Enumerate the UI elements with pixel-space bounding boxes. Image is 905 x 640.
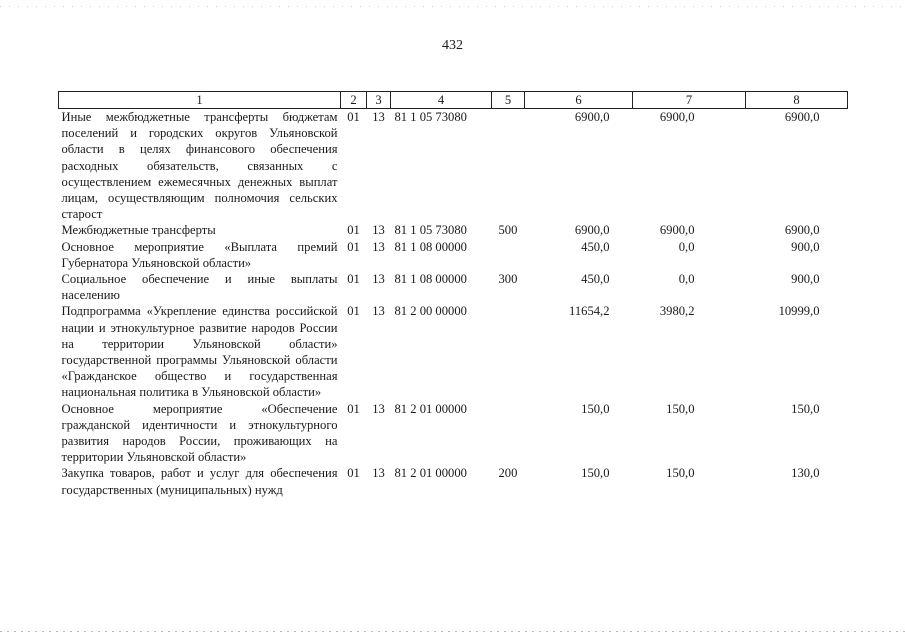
cell-target-article: 81 2 01 00000 (394, 466, 467, 481)
table-row (59, 401, 848, 466)
table-row (59, 239, 848, 271)
cell-subsection: 13 (372, 239, 385, 254)
cell-amount-7: 6900,0 (659, 110, 695, 124)
scan-edge-bottom (0, 631, 905, 632)
cell-amount-6: 150,0 (581, 401, 610, 416)
row-name: Основное мероприятие «Обеспечение гражданской идентичности и этнокультурного развития народов России, проживающих на территории Ульяновской области» (61, 401, 338, 465)
row-name: Иные межбюджетные трансферты бюджетам поселений и городских округов Ульяновской области в целях финансового обеспечения расходных обязательств, связанных с осуществлением ежемесячных денежных выплат лицам, осуществляющим полномочия сельских старост (61, 110, 338, 222)
cell-amount-7: 150,0 (666, 401, 695, 416)
cell-amount-7: 0,0 (678, 272, 695, 287)
cell-subsection: 13 (372, 401, 385, 416)
cell-section: 01 (347, 466, 360, 481)
cell-section: 01 (347, 239, 360, 254)
header-col-5: 5 (492, 92, 525, 109)
cell-amount-6: 6900,0 (574, 110, 610, 124)
cell-subsection: 13 (372, 110, 385, 124)
cell-target-article: 81 1 08 00000 (394, 239, 467, 254)
cell-target-article: 81 2 01 00000 (394, 401, 467, 416)
scan-edge-top (0, 6, 905, 7)
cell-amount-6: 6900,0 (574, 223, 610, 238)
table-row (59, 109, 848, 223)
cell-target-article: 81 2 00 00000 (394, 304, 467, 319)
cell-amount-8: 130,0 (791, 466, 820, 481)
cell-amount-6: 450,0 (581, 272, 610, 287)
cell-section: 01 (347, 223, 360, 238)
header-col-8: 8 (746, 92, 848, 109)
cell-expense-type (492, 239, 525, 271)
cell-amount-8: 900,0 (791, 239, 820, 254)
cell-subsection: 13 (372, 304, 385, 319)
cell-amount-8: 6900,0 (784, 110, 820, 124)
cell-amount-8: 6900,0 (784, 223, 820, 238)
cell-amount-8: 10999,0 (778, 304, 820, 319)
cell-section: 01 (347, 110, 360, 124)
table-row (59, 465, 848, 497)
table-row (59, 271, 848, 303)
budget-table (58, 91, 848, 498)
cell-amount-7: 6900,0 (659, 223, 695, 238)
cell-target-article: 81 1 05 73080 (394, 223, 467, 238)
cell-amount-7: 3980,2 (659, 304, 695, 319)
cell-amount-6: 11654,2 (569, 304, 610, 319)
cell-expense-type: 300 (498, 272, 518, 287)
row-name: Социальное обеспечение и иные выплаты населению (61, 272, 338, 303)
cell-expense-type: 500 (498, 223, 518, 238)
cell-amount-6: 450,0 (581, 239, 610, 254)
cell-amount-6: 150,0 (581, 466, 610, 481)
header-row (59, 92, 848, 109)
cell-expense-type: 200 (498, 466, 518, 481)
row-name: Основное мероприятие «Выплата премий Губернатора Ульяновской области» (61, 239, 338, 270)
header-col-2: 2 (341, 92, 367, 109)
row-name: Закупка товаров, работ и услуг для обеспечения государственных (муниципальных) нужд (61, 466, 338, 497)
cell-expense-type (492, 401, 525, 466)
cell-subsection: 13 (372, 223, 385, 238)
cell-subsection: 13 (372, 272, 385, 287)
cell-amount-8: 900,0 (791, 272, 820, 287)
header-col-7: 7 (633, 92, 746, 109)
header-col-6: 6 (525, 92, 633, 109)
cell-section: 01 (347, 272, 360, 287)
cell-section: 01 (347, 304, 360, 319)
cell-target-article: 81 1 08 00000 (394, 272, 467, 287)
cell-amount-8: 150,0 (791, 401, 820, 416)
page-number: 432 (442, 38, 463, 53)
header-col-1: 1 (59, 92, 341, 109)
cell-amount-7: 0,0 (678, 239, 695, 254)
cell-subsection: 13 (372, 466, 385, 481)
row-name: Межбюджетные трансферты (61, 223, 216, 238)
cell-expense-type (492, 109, 525, 223)
cell-section: 01 (347, 401, 360, 416)
table-row (59, 303, 848, 400)
cell-target-article: 81 1 05 73080 (394, 110, 467, 124)
header-col-4: 4 (391, 92, 492, 109)
header-col-3: 3 (367, 92, 391, 109)
cell-amount-7: 150,0 (666, 466, 695, 481)
table-row (59, 222, 848, 238)
row-name: Подпрограмма «Укрепление единства российской нации и этнокультурное развитие народов России на территории Ульяновской области» государственной программы Ульяновской области «Гражданское общество и государственная национальная политика в Ульяновской области» (61, 304, 338, 400)
cell-expense-type (492, 303, 525, 400)
